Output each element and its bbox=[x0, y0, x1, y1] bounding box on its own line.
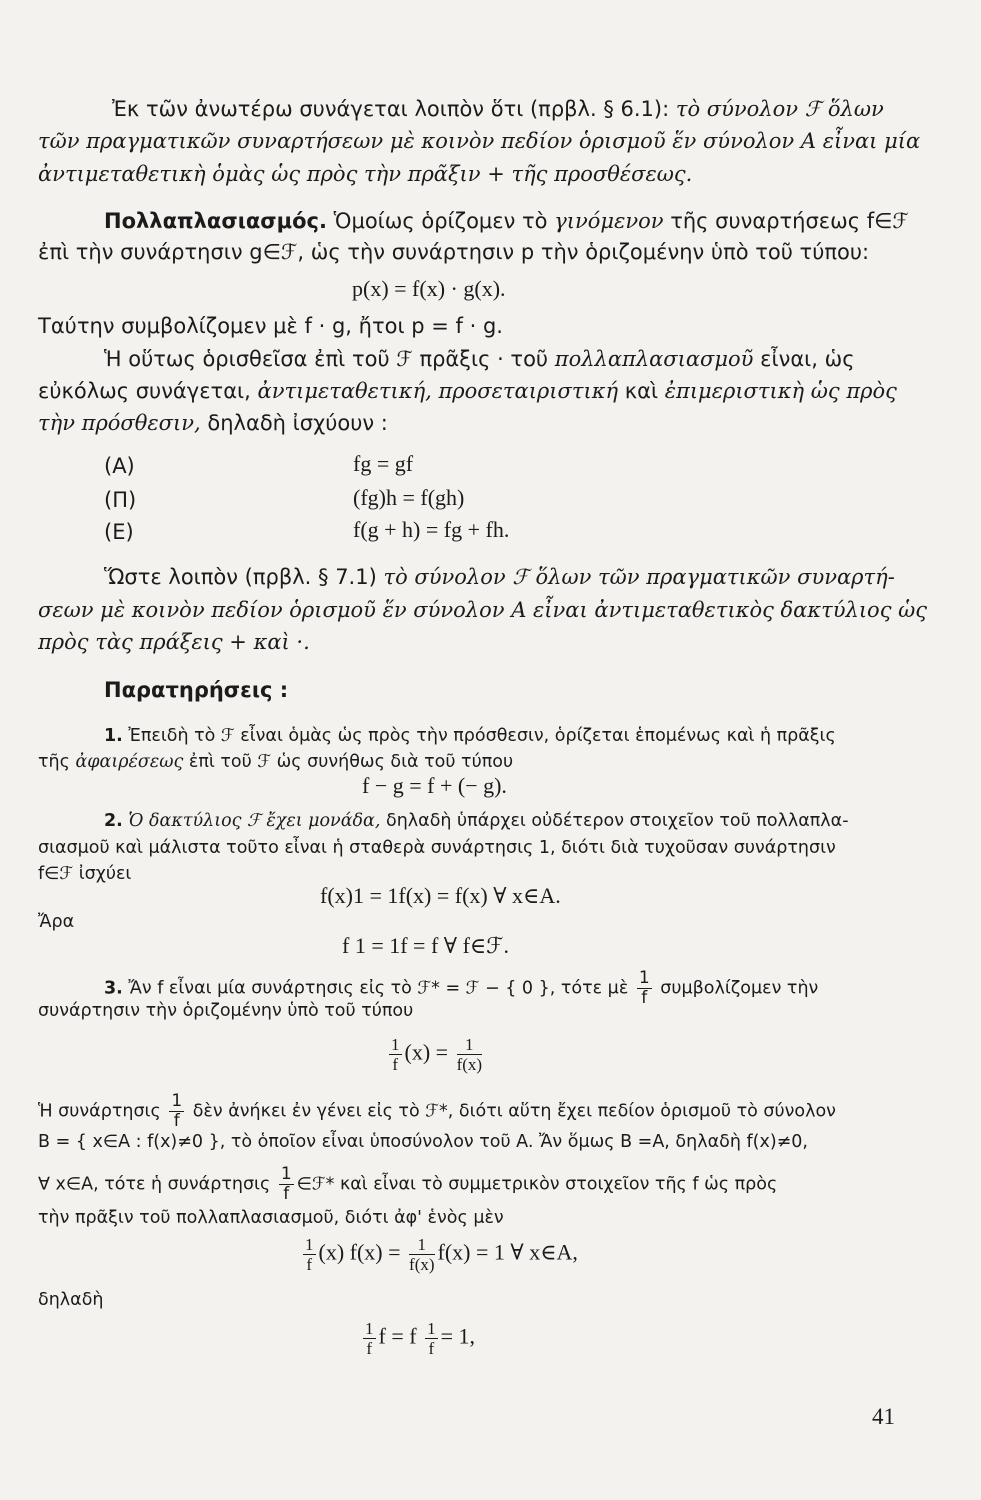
mult-text: εἶναι, ὡς bbox=[760, 347, 855, 371]
fraction-denominator: f bbox=[173, 1111, 180, 1131]
remark-text: δηλαδὴ ὑπάρχει οὐδέτερον στοιχεῖον τοῦ πολλαπλα- bbox=[386, 811, 849, 831]
remark-text: ἐπὶ τοῦ ℱ ὡς συνήθως διὰ τοῦ τύπου bbox=[188, 752, 514, 772]
mult-line-3: Ταύτην συμβολίζομεν μὲ f · g, ἤτοι p = f · g. bbox=[38, 314, 503, 338]
conclusion-line-2: σεων μὲ κοινὸν πεδίον ὁρισμοῦ ἕν σύνολον A εἶναι ἀντιμεταθετικὸς δακτύλιος ὡς bbox=[38, 598, 928, 622]
remark-3-line-6: τὴν πρᾶξιν τοῦ πολλαπλασιασμοῦ, διότι ἀφ' ἑνὸς μὲν bbox=[38, 1208, 504, 1228]
fraction-denominator: f bbox=[428, 1339, 435, 1358]
remark-text: ∀ x∈A, τότε ἡ συνάρτησις bbox=[38, 1174, 271, 1195]
mult-italic: ἐπιμεριστικὴ ὡς πρὸς bbox=[664, 379, 897, 403]
fraction-denominator: f bbox=[283, 1184, 290, 1204]
remark-text: ∈ℱ* καὶ εἶναι τὸ συμμετρικὸν στοιχεῖον τῆς f ὡς πρὸς bbox=[296, 1174, 778, 1195]
formula-text: = 1, bbox=[440, 1323, 475, 1349]
mult-italic: πολλαπλασιασμοῦ bbox=[554, 347, 754, 371]
remark-3-line-4: B = { x∈A : f(x)≠0 }, τὸ ὁποῖον εἶναι ὑποσύνολον τοῦ A. Ἄν ὅμως B =A, δηλαδὴ f(x)≠0, bbox=[38, 1132, 808, 1152]
remark-number: 2. bbox=[104, 811, 123, 831]
fraction bbox=[425, 1320, 438, 1357]
remark-text: συμβολίζομεν τὴν bbox=[660, 978, 819, 999]
fraction-denominator: f(x) bbox=[409, 1255, 435, 1274]
remark-3-line-5 bbox=[38, 1166, 777, 1203]
fraction-numerator: 1 bbox=[305, 1235, 314, 1254]
intro-italic: τὸ σύνολον ℱ ὅλων bbox=[675, 97, 884, 121]
remark-italic: ἀφαιρέσεως bbox=[75, 752, 184, 772]
mult-text: τῆς συναρτήσεως f∈ℱ bbox=[670, 209, 909, 233]
remark-1-formula: f − g = f + (− g). bbox=[362, 773, 507, 798]
conclusion-line-1 bbox=[104, 563, 895, 591]
fraction-denominator: f bbox=[641, 988, 648, 1008]
fraction-numerator: 1 bbox=[280, 1164, 292, 1184]
mult-line-4 bbox=[104, 345, 855, 373]
mult-heading: Πολλαπλασιασμός. bbox=[104, 209, 327, 233]
law-formula-a: fg = gf bbox=[353, 451, 414, 476]
fraction-numerator: 1 bbox=[171, 1091, 183, 1111]
mult-italic: γινόμενον bbox=[554, 209, 664, 233]
fraction-numerator: 1 bbox=[457, 1036, 482, 1055]
remark-3-equation-2 bbox=[360, 1320, 475, 1357]
fraction bbox=[363, 1320, 376, 1357]
mult-text: δηλαδὴ ἰσχύουν : bbox=[207, 411, 388, 435]
remark-3-line-3 bbox=[38, 1093, 836, 1130]
law-formula-p: (fg)h = f(gh) bbox=[353, 485, 465, 510]
formula-text: f = f bbox=[378, 1323, 417, 1349]
remark-3-equation-1 bbox=[300, 1236, 578, 1273]
remark-3-formula bbox=[386, 1036, 485, 1073]
mult-line-6 bbox=[38, 409, 388, 437]
law-label-p: (Π) bbox=[104, 488, 137, 512]
intro-line-1 bbox=[112, 95, 884, 123]
remarks-heading: Παρατηρήσεις : bbox=[104, 678, 289, 702]
remark-text: Ἡ συνάρτησις bbox=[38, 1101, 161, 1122]
remark-number: 1. bbox=[104, 726, 123, 746]
formula-text: (x) f(x) = bbox=[318, 1239, 401, 1265]
remark-2-line-3: f∈ℱ ἰσχύει bbox=[38, 864, 132, 884]
remark-italic: Ὁ δακτύλιος ℱ ἔχει μονάδα, bbox=[128, 811, 381, 831]
law-label-e: (E) bbox=[104, 520, 134, 544]
mult-italic: τὴν πρόσθεσιν, bbox=[38, 411, 201, 435]
mult-italic: ἀντιμεταθετική, προσεταιριστική bbox=[257, 379, 619, 403]
fraction bbox=[389, 1036, 402, 1073]
remark-1-line-1 bbox=[104, 724, 836, 748]
intro-text: Ἐκ τῶν ἀνωτέρω συνάγεται λοιπὸν ὅτι (πρβλ. § 6.1): bbox=[112, 97, 670, 121]
fraction-numerator: 1 bbox=[409, 1236, 434, 1255]
formula-text: f(x) = 1 ∀ x∈A, bbox=[437, 1239, 578, 1265]
remark-text: τῆς bbox=[38, 752, 70, 772]
law-label-a: (A) bbox=[104, 454, 135, 478]
conclusion-text: Ὥστε λοιπὸν (πρβλ. § 7.1) bbox=[104, 565, 377, 589]
remark-text: Ἄν f εἶναι μία συνάρτησις εἰς τὸ ℱ* = ℱ − { 0 }, τότε μὲ bbox=[128, 978, 629, 999]
remark-3-dilad: δηλαδὴ bbox=[38, 1290, 104, 1310]
law-formula-e: f(g + h) = fg + fh. bbox=[353, 517, 510, 542]
mult-text: καὶ bbox=[624, 379, 659, 403]
remark-3-line-2: συνάρτησιν τὴν ὁριζομένην ὑπὸ τοῦ τύπου bbox=[38, 1001, 414, 1021]
fraction bbox=[303, 1236, 316, 1273]
mult-text: εὐκόλως συνάγεται, bbox=[38, 379, 251, 403]
fraction-numerator: 1 bbox=[391, 1035, 400, 1054]
remark-1-line-2 bbox=[38, 750, 513, 774]
fraction-numerator: 1 bbox=[427, 1319, 436, 1338]
mult-line-2: ἐπὶ τὴν συνάρτησιν g∈ℱ, ὡς τὴν συνάρτησιν p τὴν ὁριζομένην ὑπὸ τοῦ τύπου: bbox=[38, 240, 870, 264]
remark-2-line-1 bbox=[104, 809, 849, 833]
formula-text: (x) = bbox=[404, 1039, 449, 1065]
fraction-denominator: f bbox=[306, 1255, 313, 1274]
remark-text: δὲν ἀνήκει ἐν γένει εἰς τὸ ℱ*, διότι αὕτη ἔχει πεδίον ὁρισμοῦ τὸ σύνολον bbox=[192, 1101, 836, 1122]
mult-line-5 bbox=[38, 377, 897, 405]
mult-text: Ὁμοίως ὁρίζομεν τὸ bbox=[333, 209, 548, 233]
mult-formula: p(x) = f(x) · g(x). bbox=[352, 276, 506, 301]
remark-2-line-2: σιασμοῦ καὶ μάλιστα τοῦτο εἶναι ἡ σταθερὰ συνάρτησις 1, διότι διὰ τυχοῦσαν συνάρτησιν bbox=[38, 838, 836, 858]
mult-text: Ἡ οὕτως ὁρισθεῖσα ἐπὶ τοῦ ℱ πρᾶξις · τοῦ bbox=[104, 347, 549, 371]
fraction-denominator: f bbox=[392, 1055, 399, 1074]
remark-2-ara: Ἄρα bbox=[38, 912, 75, 932]
fraction-numerator: 1 bbox=[365, 1319, 374, 1338]
mult-line-1 bbox=[104, 207, 909, 235]
fraction-denominator: f(x) bbox=[456, 1055, 483, 1074]
intro-line-3: ἀντιμεταθετικὴ ὁμὰς ὡς πρὸς τὴν πρᾶξιν + τῆς προσθέσεως. bbox=[38, 162, 693, 186]
page-number: 41 bbox=[872, 1404, 895, 1429]
remark-2-formula-2: f 1 = 1f = f ∀ f∈ℱ. bbox=[342, 933, 509, 958]
fraction bbox=[637, 970, 652, 1007]
remark-text: Ἐπειδὴ τὸ ℱ εἶναι ὁμὰς ὡς πρὸς τὴν πρόσθεσιν, ὁρίζεται ἑπομένως καὶ ἡ πρᾶξις bbox=[128, 726, 836, 746]
conclusion-line-3: πρὸς τὰς πράξεις + καὶ ·. bbox=[38, 630, 310, 654]
fraction bbox=[169, 1093, 184, 1130]
conclusion-italic: τὸ σύνολον ℱ ὅλων τῶν πραγματικῶν συναρτή- bbox=[383, 565, 895, 589]
remark-2-formula-1: f(x)1 = 1f(x) = f(x) ∀ x∈A. bbox=[320, 883, 561, 908]
remark-number: 3. bbox=[104, 978, 123, 999]
intro-line-2: τῶν πραγματικῶν συναρτήσεων μὲ κοινὸν πεδίον ὁρισμοῦ ἕν σύνολον A εἶναι μία bbox=[38, 129, 921, 153]
fraction-denominator: f bbox=[366, 1339, 373, 1358]
fraction bbox=[409, 1236, 434, 1273]
fraction bbox=[457, 1036, 482, 1073]
fraction bbox=[279, 1166, 294, 1203]
fraction-numerator: 1 bbox=[638, 968, 650, 988]
